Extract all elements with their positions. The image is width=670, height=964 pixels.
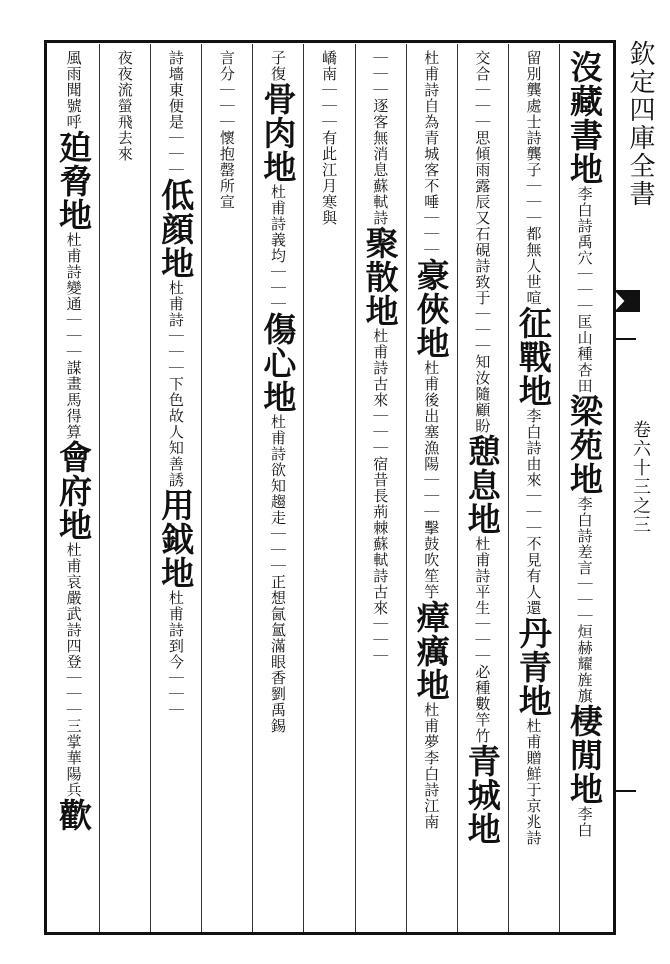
margin-rule [614,790,636,792]
entry-annotation: 子復 [269,50,288,82]
entry-heading: 豪俠地 [411,258,451,360]
column-rule [201,44,202,932]
entry-annotation: 詩墻東便是｜｜｜ [166,50,185,178]
text-column [355,50,406,930]
margin-volume [622,420,658,534]
entry-annotation: 與 [320,210,339,226]
entry-annotation: 李白詩由來｜｜｜不見有人還 [524,408,543,616]
text-column [303,50,354,930]
column-rule [303,44,304,932]
entry-annotation: 杜甫詩義均｜｜｜ [269,184,288,312]
entry-heading: 會府地 [54,440,94,542]
entry-heading: 傷心地 [258,312,298,414]
column-rule [559,44,560,932]
text-column [201,50,252,930]
entry-heading: 丹青地 [513,616,553,718]
column-rule [508,44,509,932]
entry-heading: 棲閒地 [564,704,604,806]
entry-annotation: 留別龔處士詩龔子｜｜｜都無人世喧 [524,50,543,306]
entry-heading: 骨肉地 [258,82,298,184]
margin-volume-text: 卷六十三之三 [630,420,651,534]
entry-annotation: 李白詩差言｜｜｜烜赫耀旌旗 [575,496,594,704]
entry-heading: 征戰地 [513,306,553,408]
column-rule [150,44,151,932]
entry-annotation: 杜甫後出塞漁陽｜｜｜擊鼓吹笙竽 [422,360,441,600]
text-column [559,50,610,930]
entry-annotation: 杜甫詩自為青城客不唾｜｜｜ [422,50,441,258]
entry-heading: 沒藏書地 [564,50,604,186]
entry-heading: 聚散地 [360,226,400,328]
text-column [457,50,508,930]
column-rule [99,44,100,932]
entry-heading: 低顔地 [156,178,196,280]
entry-heading: 歡 [54,798,94,832]
entry-heading: 憩息地 [462,434,502,536]
entry-annotation: ｜｜｜逐客無消息蘇軾詩 [371,50,390,226]
entry-annotation: 交合｜｜｜思傾雨露辰又石硯詩致于｜｜｜知汝隨顧盼 [473,50,492,434]
entry-annotation: 言分｜｜｜懷抱罄所宣 [217,50,236,210]
text-column [508,50,559,930]
entry-annotation: 嶠南｜｜｜有此江月寒 [320,50,339,210]
entry-annotation: 杜甫詩古來｜｜｜宿昔長荊棘蘇軾詩古來｜｜｜ [371,328,390,664]
text-column [48,50,99,930]
entry-heading: 梁苑地 [564,394,604,496]
entry-heading: 廹脅地 [54,130,94,232]
text-column [99,50,150,930]
entry-annotation: 杜甫詩到今｜｜｜ [166,590,185,718]
column-rule [457,44,458,932]
entry-annotation: 李白詩禹穴｜｜｜匡山種杏田 [575,186,594,394]
entry-annotation: 杜甫詩｜｜｜下色故人知善誘 [166,280,185,488]
entry-annotation: 杜甫詩變通｜｜｜謀畫馬得算 [64,232,83,440]
text-column [406,50,457,930]
margin-header [618,40,662,370]
entry-annotation: 杜甫詩欲知趨走｜｜｜正想氤氳滿眼香劉禹錫 [269,414,288,734]
margin-header-text: 欽定四庫全書 [625,40,655,208]
text-column [150,50,201,930]
entry-annotation: 杜甫夢李白詩江南 [422,702,441,830]
entry-annotation: 風雨聞號呼 [64,50,83,130]
entry-annotation: 杜甫詩平生｜｜｜必種數竿竹 [473,536,492,744]
entry-annotation: 杜甫贈鮮于京兆詩 [524,718,543,846]
text-column [252,50,303,930]
entry-heading: 瘴癘地 [411,600,451,702]
column-rule [355,44,356,932]
entry-annotation: 夜夜流螢飛去來 [115,50,134,162]
entry-heading: 用鉞地 [156,488,196,590]
column-rule [406,44,407,932]
entry-annotation: 李白 [575,806,594,838]
entry-heading: 青城地 [462,744,502,846]
column-rule [252,44,253,932]
entry-annotation: 杜甫哀嚴武詩四登｜｜｜三掌華陽兵 [64,542,83,798]
margin-rule [614,338,636,340]
